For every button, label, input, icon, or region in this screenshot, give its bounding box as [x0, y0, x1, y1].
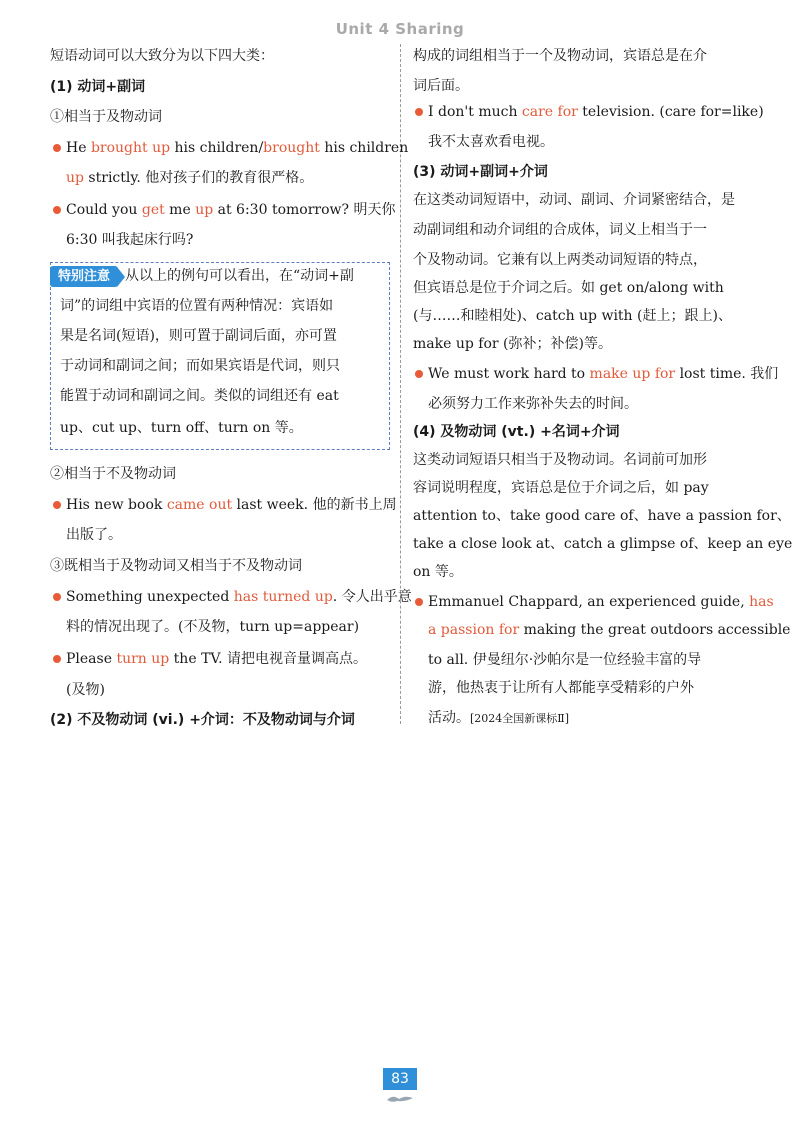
subheading-both: ③既相当于及物动词又相当于不及物动词	[50, 558, 302, 574]
example-passion-for: Emmanuel Chappard, an experienced guide, has	[428, 594, 774, 610]
heading-verb-adverb: (1) 动词+副词	[50, 79, 146, 95]
para3-line-4: 但宾语总是位于介词之后。如 get on/along with	[413, 280, 724, 296]
example-turn-up: Please turn up the TV. 请把电视音量调高点。	[66, 651, 367, 667]
note-line-5: 能置于动词和副词之间。类似的词组还有 eat	[60, 388, 339, 404]
para3-line-6: make up for (弥补；补偿)等。	[413, 336, 612, 352]
note-tag-arrow-icon	[117, 267, 125, 287]
note-line-6: up、cut up、turn off、turn on 等。	[60, 420, 303, 436]
page-number: 83	[383, 1068, 417, 1090]
example-brought-up-cont: up strictly. 他对孩子们的教育很严格。	[66, 170, 314, 186]
note-tag: 特别注意	[50, 266, 118, 287]
example-came-out-cont: 出版了。	[66, 527, 122, 543]
example-brought-up: He brought up his children/brought his children	[66, 140, 409, 156]
bullet-icon	[415, 108, 423, 116]
para4-line-1: 这类动词短语只相当于及物动词。名词前可加形	[413, 452, 707, 468]
subheading-intransitive: ②相当于不及物动词	[50, 466, 176, 482]
example-passion-for-2: a passion for making the great outdoors accessible	[428, 622, 791, 638]
example-passion-for-5: 活动。[2024全国新课标Ⅱ]	[428, 710, 570, 726]
bullet-icon	[53, 144, 61, 152]
heading-verb-adv-prep: (3) 动词+副词+介词	[413, 164, 548, 180]
example-care-for-cont: 我不太喜欢看电视。	[428, 134, 554, 150]
example-get-up-cont: 6:30 叫我起床行吗?	[66, 232, 194, 248]
para4-line-3: attention to、take good care of、have a passion for、	[413, 508, 791, 524]
bullet-icon	[53, 206, 61, 214]
para3-line-3: 个及物动词。它兼有以上两类动词短语的特点，	[413, 252, 707, 268]
note-line-4: 于动词和副词之间；而如果宾语是代词，则只	[60, 358, 340, 374]
bullet-icon	[53, 655, 61, 663]
example-make-up-for: We must work hard to make up for lost time. 我们	[428, 366, 779, 382]
bird-decoration-icon	[385, 1092, 415, 1104]
para4-line-4: take a close look at、catch a glimpse of、keep an eye	[413, 536, 793, 552]
para4-line-2: 容词说明程度，宾语总是位于介词之后，如 pay	[413, 480, 709, 496]
para3-line-1: 在这类动词短语中，动词、副词、介词紧密结合，是	[413, 192, 735, 208]
source-citation: [2024全国新课标Ⅱ]	[470, 712, 570, 725]
example-get-up: Could you get me up at 6:30 tomorrow? 明天你	[66, 202, 396, 218]
note-line-3: 果是名词(短语)，则可置于副词后面，亦可置	[60, 328, 337, 344]
subheading-transitive: ①相当于及物动词	[50, 109, 162, 125]
continued-text-1: 构成的词组相当于一个及物动词，宾语总是在介	[413, 48, 707, 64]
bullet-icon	[53, 501, 61, 509]
bullet-icon	[415, 598, 423, 606]
para3-line-5: (与……和睦相处)、catch up with (赶上；跟上)、	[413, 308, 732, 324]
page-header: Unit 4 Sharing	[335, 20, 465, 38]
example-turned-up-cont: 料的情况出现了。(不及物，turn up=appear)	[66, 619, 360, 635]
example-came-out: His new book came out last week. 他的新书上周	[66, 497, 397, 513]
heading-vi-prep: (2) 不及物动词 (vi.) +介词：不及物动词与介词	[50, 712, 355, 728]
para4-line-5: on 等。	[413, 564, 463, 580]
example-turn-up-cont: (及物)	[66, 682, 105, 698]
example-make-up-for-cont: 必须努力工作来弥补失去的时间。	[428, 396, 638, 412]
note-line-1: 从以上的例句可以看出，在“动词+副	[125, 268, 354, 284]
example-turned-up: Something unexpected has turned up. 令人出乎意	[66, 589, 412, 605]
para3-line-2: 动副词组和动介词组的合成体，词义上相当于一	[413, 222, 707, 238]
bullet-icon	[53, 593, 61, 601]
note-line-2: 词”的词组中宾语的位置有两种情况：宾语如	[60, 298, 334, 314]
example-passion-for-4: 游，他热衷于让所有人都能享受精彩的户外	[428, 680, 694, 696]
intro-text: 短语动词可以大致分为以下四大类：	[50, 48, 274, 64]
bullet-icon	[415, 370, 423, 378]
heading-vt-noun-prep: (4) 及物动词 (vt.) +名词+介词	[413, 424, 620, 440]
example-care-for: I don't much care for television. (care for=like)	[428, 104, 764, 120]
example-passion-for-3: to all. 伊曼纽尔·沙帕尔是一位经验丰富的导	[428, 652, 702, 668]
continued-text-2: 词后面。	[413, 78, 469, 94]
